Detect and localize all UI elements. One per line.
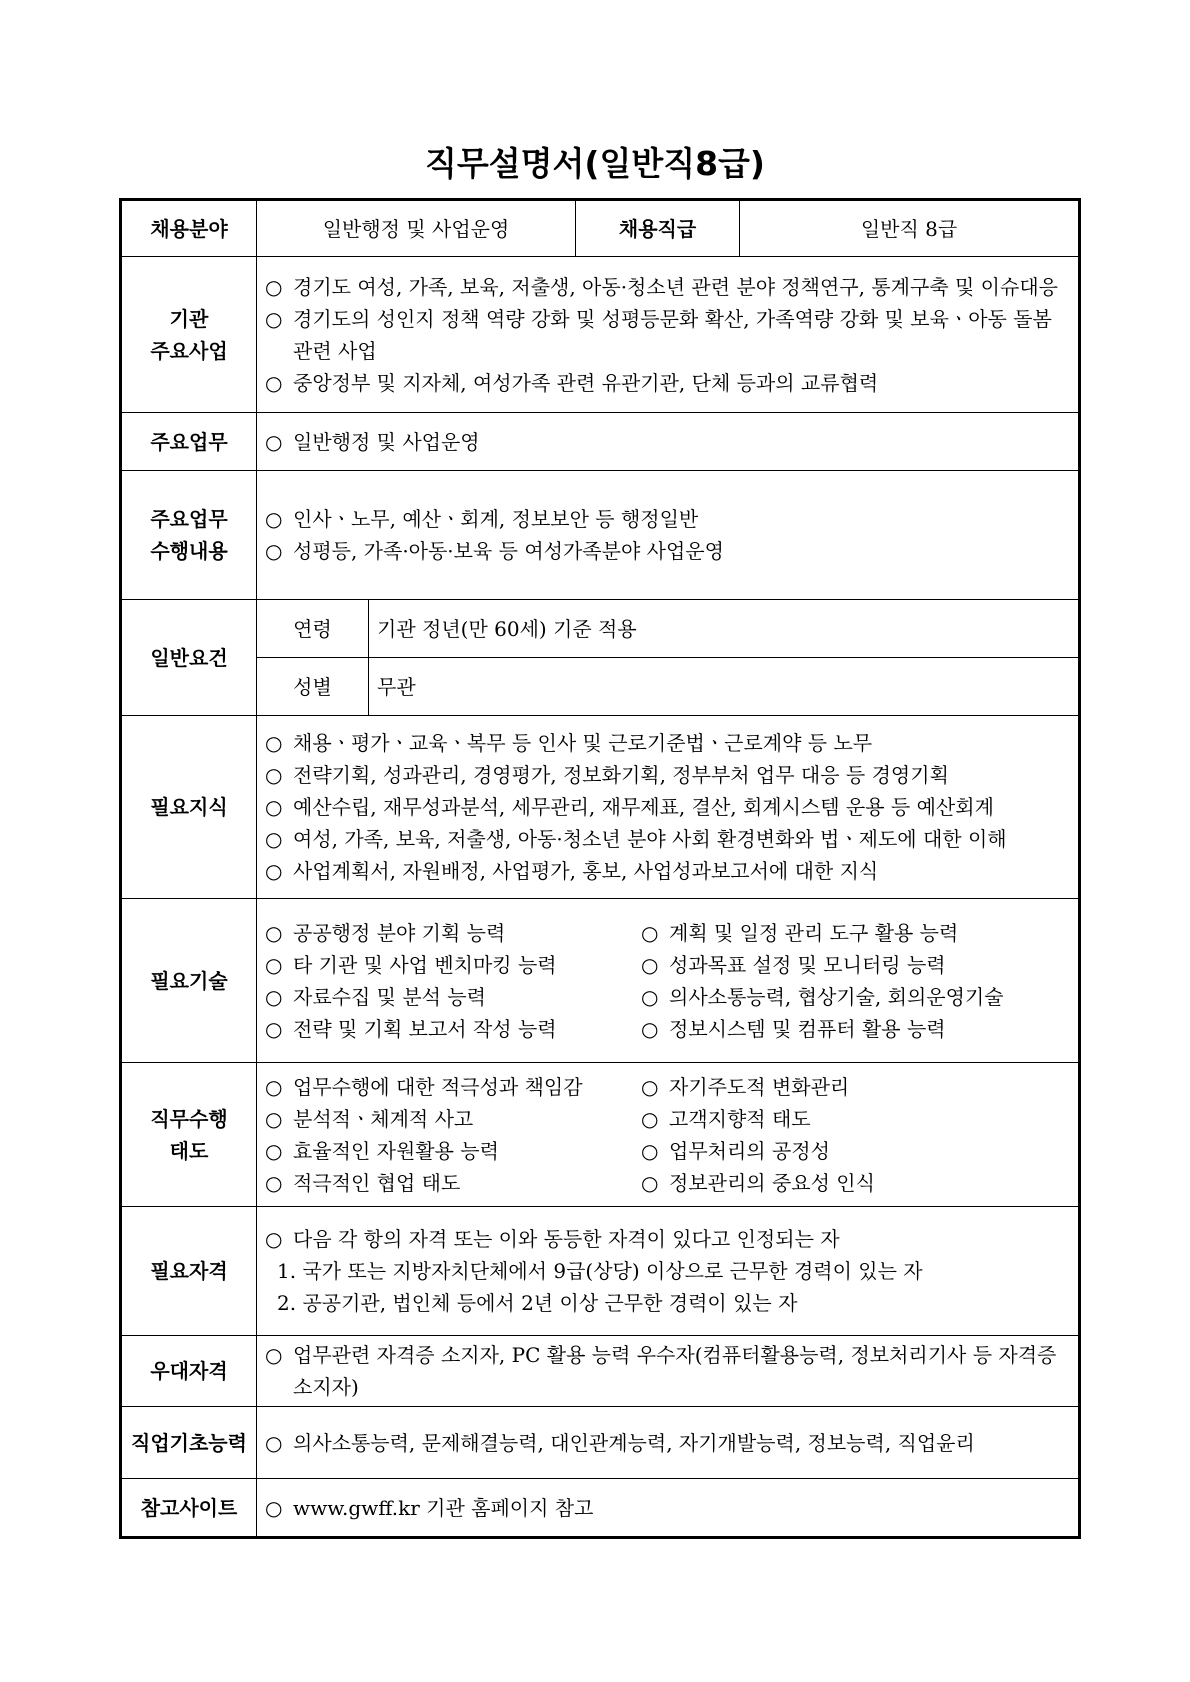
attitude-row xyxy=(121,1063,1080,1207)
list-item xyxy=(265,303,1068,367)
basic-ability-content xyxy=(257,1407,1080,1479)
list-item xyxy=(265,367,1068,399)
bullet-icon: ○ xyxy=(641,1074,659,1099)
item-text: 타 기관 및 사업 벤치마킹 능력 xyxy=(293,952,557,977)
grade-value: 일반직 8급 xyxy=(740,200,1080,257)
skills-content xyxy=(257,899,1080,1063)
bullet-icon: ○ xyxy=(265,1495,283,1520)
bullet-icon: ○ xyxy=(265,1106,283,1131)
item-text: 경기도의 성인지 정책 역량 강화 및 성평등문화 확산, 가족역량 강화 및 보육ㆍ아동 돌봄 관련 사업 xyxy=(293,306,1052,363)
item-text: 성평등, 가족·아동·보육 등 여성가족분야 사업운영 xyxy=(293,539,724,563)
main-duty-row xyxy=(121,413,1080,471)
age-value: 기관 정년(만 60세) 기준 적용 xyxy=(369,600,1080,658)
main-duty-label: 주요업무 xyxy=(121,413,257,471)
bullet-icon: ○ xyxy=(641,1138,659,1163)
bullet-icon: ○ xyxy=(641,1016,659,1041)
bullet-icon: ○ xyxy=(265,306,283,331)
age-row xyxy=(121,600,1080,658)
attitude-label-line2: 태도 xyxy=(169,1138,209,1163)
list-item xyxy=(265,535,1068,567)
bullet-icon: ○ xyxy=(265,1138,283,1163)
item-text: 전략기획, 성과관리, 경영평가, 정보화기획, 정부부처 업무 대응 등 경영기획 xyxy=(293,763,949,787)
sub-item: 1. 국가 또는 지방자치단체에서 9급(상당) 이상으로 근무한 경력이 있는 자 xyxy=(277,1259,923,1283)
bullet-icon: ○ xyxy=(641,1170,659,1195)
bullet-icon: ○ xyxy=(265,827,283,851)
attitude-content xyxy=(257,1063,1080,1207)
org-business-content xyxy=(257,257,1080,413)
gender-value: 무관 xyxy=(369,658,1080,716)
gender-label: 성별 xyxy=(257,658,369,716)
list-item xyxy=(265,1223,1068,1255)
reference-label: 참고사이트 xyxy=(121,1479,257,1538)
attitude-label xyxy=(121,1063,257,1207)
bullet-icon: ○ xyxy=(265,795,283,819)
bullet-icon: ○ xyxy=(641,920,659,945)
bullet-icon: ○ xyxy=(265,1227,283,1251)
bullet-icon: ○ xyxy=(265,920,283,945)
list-item xyxy=(641,981,1068,1013)
skills-label: 필요기술 xyxy=(121,899,257,1063)
duty-content-label xyxy=(121,471,257,600)
qualification-label: 필요자격 xyxy=(121,1207,257,1336)
duty-content-label-line2: 수행내용 xyxy=(150,539,228,563)
bullet-icon: ○ xyxy=(641,952,659,977)
item-text: 고객지향적 태도 xyxy=(669,1106,811,1131)
bullet-icon: ○ xyxy=(265,1430,283,1455)
list-item xyxy=(265,426,1068,458)
list-item xyxy=(265,1492,1068,1524)
gender-row xyxy=(121,658,1080,716)
qualification-content xyxy=(257,1207,1080,1336)
list-item xyxy=(641,917,1068,949)
item-text: 채용ㆍ평가ㆍ교육ㆍ복무 등 인사 및 근로기준법ㆍ근로계약 등 노무 xyxy=(293,731,873,755)
item-text: 의사소통능력, 협상기술, 회의운영기술 xyxy=(669,984,1004,1009)
list-item xyxy=(265,823,1068,855)
sub-item: 2. 공공기관, 법인체 등에서 2년 이상 근무한 경력이 있는 자 xyxy=(277,1291,798,1315)
list-item xyxy=(641,1103,1068,1135)
item-text: 전략 및 기획 보고서 작성 능력 xyxy=(293,1016,557,1041)
bullet-icon: ○ xyxy=(265,1343,283,1367)
list-item xyxy=(265,1071,641,1103)
item-text: 인사ㆍ노무, 예산ㆍ회계, 정보보안 등 행정일반 xyxy=(293,507,699,531)
duty-content-content xyxy=(257,471,1080,600)
item-text: 정보관리의 중요성 인식 xyxy=(669,1170,875,1195)
bullet-icon: ○ xyxy=(265,1074,283,1099)
item-text: 의사소통능력, 문제해결능력, 대인관계능력, 자기개발능력, 정보능력, 직업윤리 xyxy=(293,1430,975,1455)
item-text: 일반행정 및 사업운영 xyxy=(293,429,480,454)
org-business-label xyxy=(121,257,257,413)
reference-row xyxy=(121,1479,1080,1538)
item-text: 다음 각 항의 자격 또는 이와 동등한 자격이 있다고 인정되는 자 xyxy=(293,1227,840,1251)
item-text: 업무관련 자격증 소지자, PC 활용 능력 우수자(컴퓨터활용능력, 정보처리기사 등 자격증 소지자) xyxy=(293,1343,1057,1399)
bullet-icon: ○ xyxy=(265,731,283,755)
item-text: 중앙정부 및 지자체, 여성가족 관련 유관기관, 단체 등과의 교류협력 xyxy=(293,370,879,395)
duty-content-row xyxy=(121,471,1080,600)
reference-content xyxy=(257,1479,1080,1538)
grade-label: 채용직급 xyxy=(576,200,740,257)
org-business-label-line1: 기관 xyxy=(169,306,209,331)
bullet-icon: ○ xyxy=(265,763,283,787)
bullet-icon: ○ xyxy=(265,539,283,563)
list-item xyxy=(641,949,1068,981)
age-label: 연령 xyxy=(257,600,369,658)
main-duty-content xyxy=(257,413,1080,471)
knowledge-content xyxy=(257,716,1080,899)
skills-row xyxy=(121,899,1080,1063)
general-req-label: 일반요건 xyxy=(121,600,257,716)
bullet-icon: ○ xyxy=(265,370,283,395)
header-row xyxy=(121,200,1080,257)
list-item xyxy=(265,949,641,981)
list-item xyxy=(641,1135,1068,1167)
item-text: 예산수립, 재무성과분석, 세무관리, 재무제표, 결산, 회계시스템 운용 등 예산회계 xyxy=(293,795,994,819)
job-description-table xyxy=(119,198,1081,1539)
item-text: 업무수행에 대한 적극성과 책임감 xyxy=(293,1074,583,1099)
list-item xyxy=(265,981,641,1013)
list-item xyxy=(265,1135,641,1167)
list-item xyxy=(265,503,1068,535)
item-text: 정보시스템 및 컴퓨터 활용 능력 xyxy=(669,1016,946,1041)
bullet-icon: ○ xyxy=(265,1016,283,1041)
list-item xyxy=(641,1013,1068,1045)
bullet-icon: ○ xyxy=(265,274,283,299)
item-text: 자기주도적 변화관리 xyxy=(669,1074,850,1099)
preferred-content xyxy=(257,1336,1080,1407)
item-text: 경기도 여성, 가족, 보육, 저출생, 아동·청소년 관련 분야 정책연구, 통계구축 및 이슈대응 xyxy=(293,274,1058,299)
knowledge-label: 필요지식 xyxy=(121,716,257,899)
bullet-icon: ○ xyxy=(265,1170,283,1195)
item-text: 분석적ㆍ체계적 사고 xyxy=(293,1106,474,1131)
list-item xyxy=(265,791,1068,823)
field-value: 일반행정 및 사업운영 xyxy=(257,200,576,257)
org-business-label-line2: 주요사업 xyxy=(150,338,228,363)
preferred-label: 우대자격 xyxy=(121,1336,257,1407)
duty-content-label-line1: 주요업무 xyxy=(150,507,228,531)
preferred-row xyxy=(121,1336,1080,1407)
list-item xyxy=(265,1103,641,1135)
item-text: 사업계획서, 자원배정, 사업평가, 홍보, 사업성과보고서에 대한 지식 xyxy=(293,859,879,883)
list-item xyxy=(265,727,1068,759)
list-item xyxy=(265,271,1068,303)
item-text: 적극적인 협업 태도 xyxy=(293,1170,461,1195)
list-item xyxy=(641,1071,1068,1103)
field-label: 채용분야 xyxy=(121,200,257,257)
org-business-row xyxy=(121,257,1080,413)
item-text: 효율적인 자원활용 능력 xyxy=(293,1138,499,1163)
list-item xyxy=(265,1013,641,1045)
list-item xyxy=(641,1167,1068,1199)
list-item xyxy=(265,1427,1068,1459)
basic-ability-label: 직업기초능력 xyxy=(121,1407,257,1479)
bullet-icon: ○ xyxy=(265,859,283,883)
list-item xyxy=(265,759,1068,791)
list-item xyxy=(265,1339,1068,1403)
bullet-icon: ○ xyxy=(641,1106,659,1131)
bullet-icon: ○ xyxy=(265,952,283,977)
list-item xyxy=(265,917,641,949)
reference-link[interactable]: www.gwff.kr 기관 홈페이지 참고 xyxy=(293,1495,594,1520)
bullet-icon: ○ xyxy=(641,984,659,1009)
list-item xyxy=(265,1167,641,1199)
basic-ability-row xyxy=(121,1407,1080,1479)
item-text: 여성, 가족, 보육, 저출생, 아동·청소년 분야 사회 환경변화와 법ㆍ제도에 대한 이해 xyxy=(293,827,1007,851)
bullet-icon: ○ xyxy=(265,429,283,454)
item-text: 계획 및 일정 관리 도구 활용 능력 xyxy=(669,920,959,945)
attitude-label-line1: 직무수행 xyxy=(150,1106,228,1131)
bullet-icon: ○ xyxy=(265,984,283,1009)
item-text: 업무처리의 공정성 xyxy=(669,1138,830,1163)
qualification-row xyxy=(121,1207,1080,1336)
item-text: 공공행정 분야 기획 능력 xyxy=(293,920,506,945)
item-text: 자료수집 및 분석 능력 xyxy=(293,984,486,1009)
document-title: 직무설명서(일반직8급) xyxy=(424,144,766,183)
item-text: 성과목표 설정 및 모니터링 능력 xyxy=(669,952,946,977)
knowledge-row xyxy=(121,716,1080,899)
bullet-icon: ○ xyxy=(265,507,283,531)
list-item xyxy=(265,855,1068,887)
